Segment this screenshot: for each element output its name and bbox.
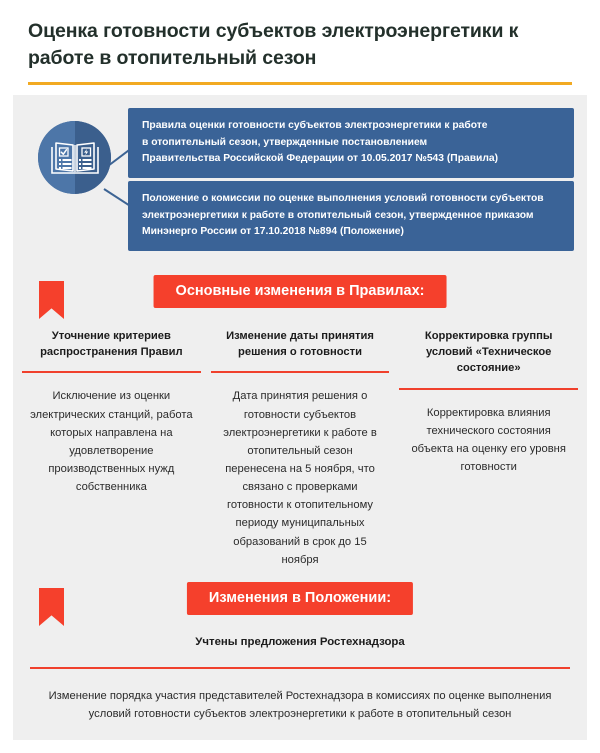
column-divider (399, 388, 578, 390)
column-criteria (22, 328, 201, 569)
open-book-check-lightning-icon (38, 121, 111, 194)
page-title-container (28, 18, 574, 71)
document-box-rules (128, 108, 574, 178)
document-line: Минэнерго России от 17.10.2018 №894 (Положение) (142, 226, 404, 238)
column-heading: Изменение даты принятия решения о готовности (226, 330, 374, 359)
document-box-provision (128, 181, 574, 251)
section-banner-provision: Изменения в Положении: (187, 582, 413, 615)
column-body: Корректировка влияния технического состояния объекта на оценку его уровня готовности (411, 406, 566, 474)
column-divider (211, 371, 390, 373)
column-divider (22, 371, 201, 373)
provision-subheading: Учтены предложения Ростехнадзора (195, 636, 405, 648)
column-body: Исключение из оценки электрических станций, работа которых направлена на удовлетворение производственных нужд собственника (30, 390, 193, 494)
document-line: электроэнергетики к работе в отопительный сезон, утвержденное приказом (142, 209, 534, 221)
provision-body: Изменение порядка участия представителей Ростехнадзора в комиссиях по оценке выполнения условий готовности субъектов электроэнергетики к работе в отопительный сезон (48, 690, 552, 721)
section-banner-rules: Основные изменения в Правилах: (154, 275, 447, 308)
page-title: Оценка готовности субъектов электроэнергетики к работе в отопительный сезон (28, 20, 519, 69)
column-heading: Корректировка группы условий «Техническое состояние» (424, 330, 553, 375)
column-technical-condition (399, 328, 578, 569)
document-line: Правительства Российской Федерации от 10.05.2017 №543 (Правила) (142, 153, 499, 165)
column-heading: Уточнение критериев распространения Правил (40, 330, 183, 359)
document-line: Правила оценки готовности субъектов электроэнергетики к работе (142, 120, 488, 131)
changes-columns (22, 328, 578, 569)
document-line: Положение о комиссии по оценке выполнения условий готовности субъектов (142, 193, 544, 204)
column-body: Дата принятия решения о готовности субъектов электроэнергетики к работе в отопительный сезон перенесена на 5 ноября, что связано с проверками готовности к отопительному периоду муниципальных образований в срок до 15 ноября (223, 390, 377, 566)
column-decision-date (211, 328, 390, 569)
title-divider (28, 82, 572, 85)
document-line: в отопительный сезон, утвержденные постановлением (142, 136, 428, 148)
provision-divider (30, 667, 570, 669)
book-glyph (50, 138, 100, 178)
